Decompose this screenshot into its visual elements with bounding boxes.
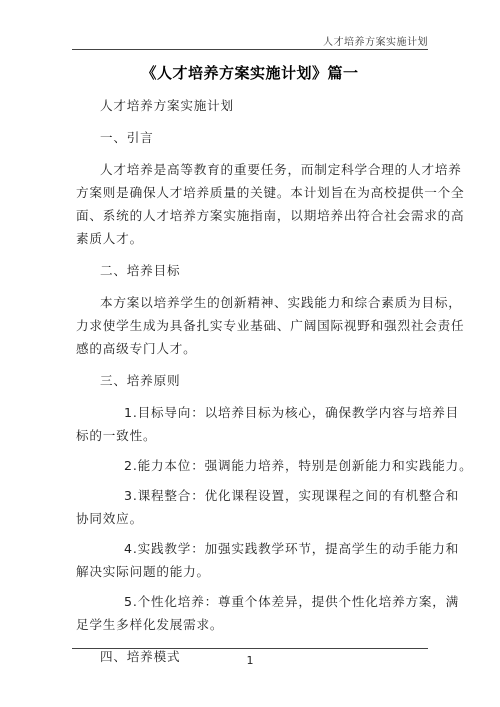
paragraph-line: 方案则是确保人才培养质量的关键。本计划旨在为高校提供一个全 (76, 185, 465, 200)
paragraph-line: 感的高级专门人才。 (76, 341, 197, 356)
document-body (76, 94, 473, 668)
paragraph-line: 素质人才。 (76, 231, 143, 246)
header-divider (72, 49, 428, 50)
paragraph-line: 人才培养是高等教育的重要任务，而制定科学合理的人才培养 (100, 162, 462, 177)
principle-item-continuation: 解决实际问题的能力。 (76, 564, 210, 579)
page-number: 1 (246, 654, 254, 667)
principle-item: 1.目标导向：以培养目标为核心，确保教学内容与培养目 (124, 405, 460, 420)
document-title: 《人才培养方案实施计划》篇一 (141, 64, 359, 82)
paragraph-line: 力求使学生成为具备扎实专业基础、广阔国际视野和强烈社会责任 (76, 318, 465, 333)
principle-item: 5.个性化培养：尊重个体差异，提供个性化培养方案，满 (124, 594, 460, 609)
running-header: 人才培养方案实施计划 (323, 37, 428, 48)
principle-item-continuation: 协同效应。 (76, 511, 143, 526)
principle-item-continuation: 足学生多样化发展需求。 (76, 617, 224, 632)
principle-item-continuation: 标的一致性。 (76, 428, 157, 443)
paragraph-line: 本方案以培养学生的创新精神、实践能力和综合素质为目标， (100, 295, 462, 310)
document-subtitle: 人才培养方案实施计划 (100, 98, 234, 113)
section-heading-principles: 三、培养原则 (100, 373, 181, 388)
principle-item: 4.实践教学：加强实践教学环节，提高学生的动手能力和 (124, 541, 460, 556)
section-heading-mode: 四、培养模式 (100, 649, 181, 664)
section-heading-goals: 二、培养目标 (100, 263, 181, 278)
paragraph-line: 面、系统的人才培养方案实施指南，以期培养出符合社会需求的高 (76, 208, 465, 223)
principle-item: 2.能力本位：强调能力培养，特别是创新能力和实践能力。 (124, 458, 473, 473)
footer-divider (72, 648, 428, 649)
principle-item: 3.课程整合：优化课程设置，实现课程之间的有机整合和 (124, 488, 460, 503)
section-heading-introduction: 一、引言 (100, 130, 154, 145)
